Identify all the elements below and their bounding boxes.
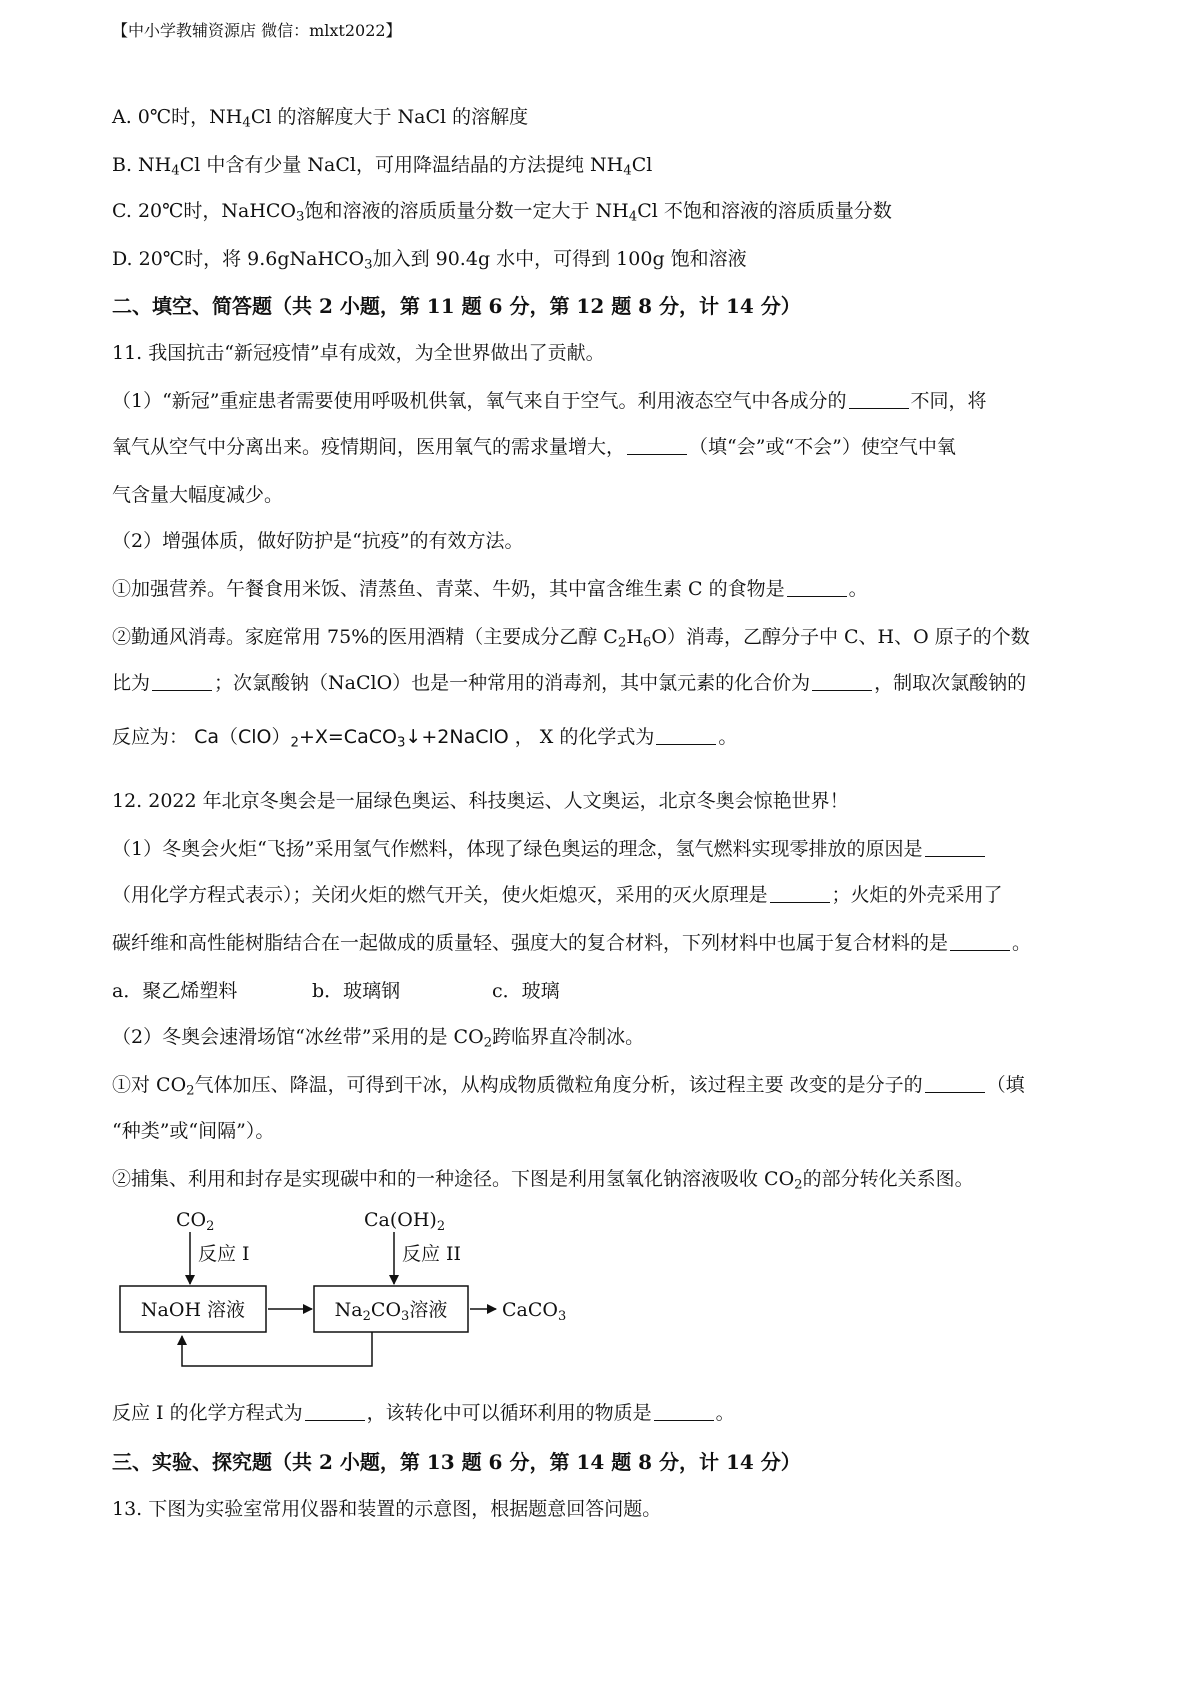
q11-stem: 11. 我国抗击“新冠疫情”卓有成效，为全世界做出了贡献。 [112,342,605,364]
recycle-loop-arrow [182,1332,372,1366]
reaction-1-label: 反应 I [198,1243,250,1265]
answer-blank[interactable] [656,725,716,745]
answer-blank[interactable] [305,1401,365,1421]
q12-p1-line1: （1）冬奥会火炬“飞扬”采用氢气作燃料，体现了绿色奥运的理念，氢气燃料实现零排放的原因是 [112,834,1112,861]
q11-p1-line2: 氧气从空气中分离出来。疫情期间，医用氧气的需求量增大， （填“会”或“不会”）使空气中氧 [112,436,956,458]
answer-blank[interactable] [770,883,830,903]
q12-p1-line3: 碳纤维和高性能树脂结合在一起做成的质量轻、强度大的复合材料，下列材料中也属于复合材料的是 。 [112,932,1032,954]
reaction-2-label: 反应 II [402,1243,462,1265]
section-3-title: 三、实验、探究题（共 2 小题，第 13 题 6 分，第 14 题 8 分，计 14 分） [112,1450,801,1474]
q12-p2: （2）冬奥会速滑场馆“冰丝带”采用的是 $CO_2$跨临界直冷制冰。 [112,1026,645,1051]
q13-stem: 13. 下图为实验室常用仪器和装置的示意图，根据题意回答问题。 [112,1498,662,1520]
q12-options [112,976,1112,1003]
q11-p2: （2）增强体质，做好防护是“抗疫”的有效方法。 [112,530,524,552]
header-note: 【中小学教辅资源店 微信：mlxt2022】 [112,21,402,40]
answer-blank[interactable] [849,389,909,409]
q11-p2-1: ①加强营养。午餐食用米饭、清蒸鱼、青菜、牛奶，其中富含维生素 C 的食物是 。 [112,578,868,600]
q12-stem: 12. 2022 年北京冬奥会是一届绿色奥运、科技奥运、人文奥运，北京冬奥会惊艳世界！ [112,790,849,812]
answer-blank[interactable] [925,837,985,857]
choice-a: a．聚乙烯塑料 [112,980,238,1002]
co2-label: $CO_2$ [176,1209,215,1234]
naoh-box-label: NaOH 溶液 [140,1299,246,1321]
q12-p2-1-line1: ①对 $CO_2$气体加压、降温，可得到干冰，从构成物质微粒角度分析，该过程主要 改变的是分子的 （填 [112,1074,1025,1099]
q11-p1-line3: 气含量大幅度减少。 [112,484,284,506]
answer-blank[interactable] [654,1401,714,1421]
na2co3-box-label: $Na_2CO_3$溶液 [334,1299,448,1324]
answer-blank[interactable] [925,1073,985,1093]
q12-p2-2: ②捕集、利用和封存是实现碳中和的一种途径。下图是利用氢氧化钠溶液吸收 $CO_2$的部分转化关系图。 [112,1168,974,1193]
q11-p2-2-line2: 比为 ；次氯酸钠（NaClO）也是一种常用的消毒剂，其中氯元素的化合价为 ，制取次氯酸钠的 [112,672,1027,694]
choice-c: c．玻璃 [492,980,560,1002]
answer-blank[interactable] [950,931,1010,951]
answer-blank[interactable] [152,671,212,691]
conversion-diagram [112,1200,612,1400]
q11-p2-2-line3: 反应为： $Ca(ClO)_2+X=CaCO_3↓+2NaClO$ ， X 的化学式为 。 [112,726,738,751]
answer-blank[interactable] [812,671,872,691]
q12-p2-1-line2: “种类”或“间隔”）。 [112,1120,275,1142]
option-c: C. 20℃时，NaHCO$_3$饱和溶液的溶质质量分数一定大于 $NH_4Cl$ 不饱和溶液的溶质质量分数 [112,200,892,225]
q11-p1-line1: （1）“新冠”重症患者需要使用呼吸机供氧，氧气来自于空气。利用液态空气中各成分的 不同，将 [112,390,987,412]
q12-final: 反应 I 的化学方程式为 ，该转化中可以循环利用的物质是 。 [112,1402,735,1424]
caco3-label: CaCO$_3$ [502,1299,567,1324]
section-2-title: 二、填空、简答题（共 2 小题，第 11 题 6 分，第 12 题 8 分，计 14 分） [112,294,801,318]
option-a: A. 0℃时，$NH_4Cl$ 的溶解度大于 NaCl 的溶解度 [112,106,529,131]
q11-p2-2-line1: ②勤通风消毒。家庭常用 75%的医用酒精（主要成分乙醇 $C_2H_6O$）消毒，乙醇分子中 C、H、O 原子的个数 [112,626,1030,651]
option-d: D. 20℃时，将 9.6gNaHCO$_3$加入到 90.4g 水中，可得到 100g 饱和溶液 [112,248,747,273]
option-b: B. $NH_4Cl$ 中含有少量 NaCl，可用降温结晶的方法提纯 $NH_4Cl$ [112,154,653,179]
caoh2-label: $Ca(OH)_2$ [364,1209,446,1234]
q12-p1-line2: （用化学方程式表示）；关闭火炬的燃气开关，使火炬熄灭，采用的灭火原理是 ；火炬的外壳采用了 [112,884,1003,906]
answer-blank[interactable] [787,577,847,597]
answer-blank[interactable] [627,435,687,455]
reaction-equation: $Ca(ClO)_2+X=CaCO_3↓+2NaClO$ ， [194,726,534,751]
choice-b: b．玻璃钢 [312,980,401,1002]
